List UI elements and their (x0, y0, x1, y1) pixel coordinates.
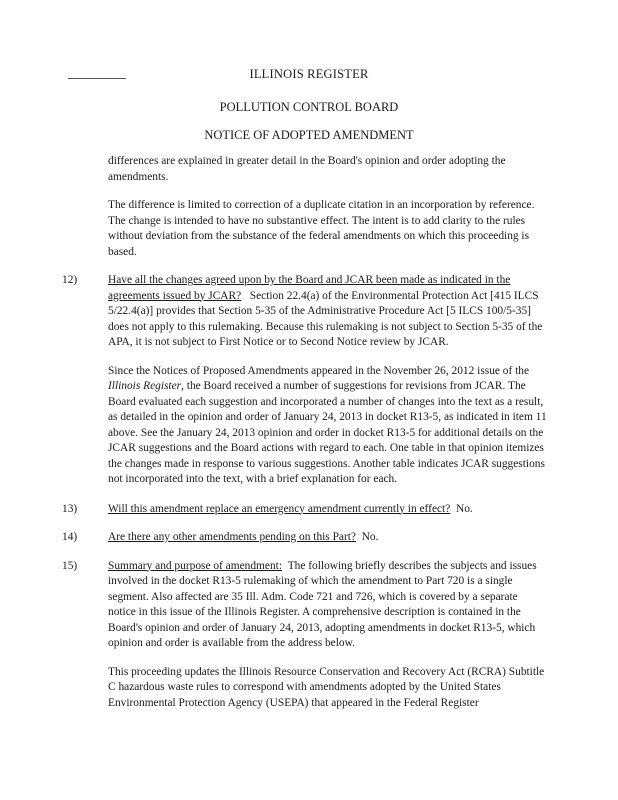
item-12-question: Have all the changes agreed upon by the Board and JCAR been made as indicated in the agreements issued by JCAR? (108, 274, 511, 302)
register-title: ILLINOIS REGISTER (249, 67, 369, 81)
intro-paragraph-2: The difference is limited to correction of a duplicate citation in an incorporation by reference. The change is intended to have no substantive effect. The intent is to add clarity to the rules without deviation from the substance of the federal amendments on which this proceeding is based. (108, 199, 535, 258)
agency-title: POLLUTION CONTROL BOARD (219, 100, 399, 114)
item-13-question: Will this amendment replace an emergency amendment currently in effect? (108, 502, 451, 515)
item-12-number: 12) (62, 274, 78, 286)
item-13-answer: No. (455, 502, 473, 515)
item-15-number: 15) (62, 559, 78, 572)
item-15-paragraph-2: This proceeding updates the Illinois Resource Conservation and Recovery Act (RCRA) Subtitle C hazardous waste rules to correspond with amendments adopted by the United States Environmental Protection Agency (USEPA) that appeared in the Federal Register (108, 665, 545, 709)
item-12-p2-b: , the Board received a number of suggestions for revisions from JCAR. The Board evaluated each suggestion and incorporated a number of changes into the text as a result, as detailed in the opinion and order of January 24, 2013 in docket R13-5, as indicated in item 11 above. See the January 24, 2013 opinion and order in docket R13-5 for additional details on the JCAR suggestions and the Board actions with regard to each. One table in that opinion itemizes the changes made in response to various suggestions. Another table indicates JCAR suggestions not incorporated into the text, with a brief explanation for each. (108, 380, 547, 485)
item-14-question: Are there any other amendments pending on this Part? (108, 531, 356, 543)
item-12-answer-text: Section 22.4(a) of the Environmental Protection Act [415 ILCS 5/22.4(a)] provides that Section 5-35 of the Administrative Procedure Act [5 ILCS 100/5-35] does not apply to this rulemaking. Because this rulemaking is not subject to Section 5-35 of the APA, it is not subject to First Notice or to Second Notice review by JCAR. (108, 289, 543, 348)
item-13-number: 13) (62, 502, 78, 515)
document-body (62, 154, 548, 724)
intro-paragraph-1: differences are explained in greater detail in the Board's opinion and order adopting the amendments. (108, 155, 506, 183)
item-12 (62, 273, 548, 351)
item-12-paragraph-2 (108, 364, 548, 488)
item-14-answer: No. (361, 531, 379, 543)
item-13 (62, 502, 548, 518)
item-14-number: 14) (62, 531, 78, 543)
item-12-p2-italic: Illinois Register (108, 380, 182, 392)
notice-title: NOTICE OF ADOPTED AMENDMENT (204, 128, 414, 142)
item-14 (62, 530, 548, 546)
item-15-question: Summary and purpose of amendment: (108, 559, 282, 572)
item-12-p2-a: Since the Notices of Proposed Amendments appeared in the November 26, 2012 issue of the (108, 364, 530, 377)
item-15-answer: The following briefly describes the subjects and issues involved in the docket R13-5 rulemaking of which the amendment to Part 720 is a single segment. Also affected are 35 Ill. Adm. Code 721 and 726, which is covered by a separate notice in this issue of the Illinois Register. A comprehensive description is contained in the Board's opinion and order of January 24, 2013, adopting amendments in docket R13-5, which opinion and order is available from the address below. (108, 559, 537, 649)
item-15 (62, 559, 548, 652)
